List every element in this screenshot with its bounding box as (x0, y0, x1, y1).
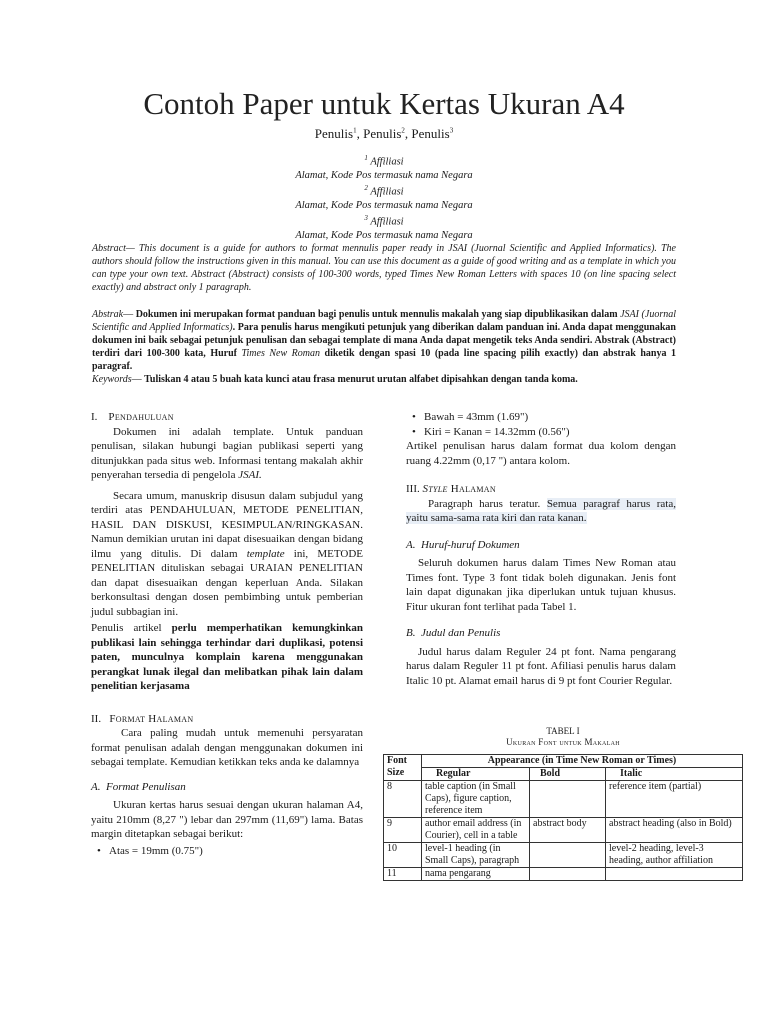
cell-regular: level-1 heading (in Small Caps), paragraph (422, 843, 530, 868)
author-sup: 3 (449, 126, 454, 135)
cell-size: 9 (384, 818, 422, 843)
abstrak-text-2: . Para penulis harus mengikuti petunjuk yang diberikan dalam panduan ini. Anda dapat menggunakan dokumen ini baik sebagai petunjuk penulisan dan sebagai template di mana Anda dapat mengetik teks Anda sendiri. Abstrak (Abstract) terdiri dari 100-300 kata, Huruf (92, 322, 676, 359)
header-regular: Regular (422, 768, 530, 781)
abstrak-font: Times New Roman (241, 348, 320, 359)
affiliation-block (60, 152, 708, 182)
header-size: Size (387, 767, 405, 778)
cell-italic: reference item (partial) (606, 781, 743, 818)
paragraph: Ukuran kertas harus sesuai dengan ukuran halaman A4, yaitu 210mm (8,27 ") lebar dan 297mm (11,69") lama. Batas margin ditetapkan sebagai berikut: (91, 799, 363, 840)
affiliation-address: Alamat, Kode Pos termasuk nama Negara (295, 199, 473, 211)
paragraph-text: ini, METODE PENELITIAN dituliskan sebagai URAIAN PENELITIAN dan dapat disesuaikan dengan keperluan Anda. Silakan berkonsultasi dengan dosen pembimbing untuk pemberian judul subbagian ini. (91, 547, 363, 618)
subsection-heading (91, 780, 363, 795)
section-number: III. (406, 483, 420, 495)
paragraph: Seluruh dokumen harus dalam Times New Roman atau Times font. Type 3 font tidak boleh digunakan. Jenis font lain dapat digunakan jika diperlukan untuk tujuan khusus. Fitur ukuran font terlihat pada Tabel 1. (406, 557, 676, 613)
keywords-text: Tuliskan 4 atau 5 buah kata kunci atau frasa menurut urutan alfabet dipisahkan dengan tanda koma. (144, 374, 578, 385)
affiliation-name: Affiliasi (370, 156, 404, 168)
affiliation-block (60, 212, 708, 242)
paragraph: Judul harus dalam Reguler 24 pt font. Nama pengarang harus dalam Reguler 11 pt font. Afiliasi penulis harus dalam Italic 10 pt. Alamat email harus di 9 pt font Courier Regular. (406, 645, 676, 687)
table-caption-number: TABEL I (546, 726, 580, 736)
paragraph-text: Secara umum, manuskrip disusun dalam subjudul yang terdiri atas PENDAHULUAN, METODE PENELITIAN, HASIL DAN DISKUSI, KESIMPULAN/RINGKASAN. Namun demikian urutan ini dapat disesuaikan dengan bidang ilmu yang ditulis. Di dalam (91, 489, 363, 560)
cell-size: 10 (384, 843, 422, 868)
header-font: Font (387, 755, 407, 766)
subsection-title: Huruf-huruf Dokumen (420, 538, 520, 551)
abstrak-text-3: diketik dengan spasi 10 (pada line spacing pilih exactly) dan abstrak hanya 1 paragraf. (92, 348, 676, 372)
subsection-title: Judul dan Penulis (420, 627, 501, 639)
table-subheader-row (384, 768, 743, 781)
keywords-label: Keywords (92, 374, 132, 385)
table-caption-title: Ukuran Font untuk Makalah (506, 737, 620, 747)
paragraph-italic: template (246, 547, 285, 560)
cell-italic: abstract heading (also in Bold) (606, 818, 743, 843)
section-title: Pendahuluan (108, 411, 174, 423)
author-sup: 2 (401, 126, 405, 135)
paragraph-text: Dokumen ini adalah template. Untuk panduan penulisan, silakan hubungi bagian publikasi seperti yang ditunjukkan pada situs web. Informasi tentang makalah akhir penyerahan tersedia di pengelola (91, 425, 363, 481)
paragraph-italic: JSAI. (238, 469, 262, 481)
font-size-table (383, 754, 743, 881)
left-column (91, 410, 363, 858)
cell-bold (530, 868, 606, 881)
paragraph-bold: perlu memperhatikan kemungkinkan publikasi lain sehingga terhindar dari duplikasi, potensi paten, munculnya komplain karena menggunakan perangkat lunak ilegal dan melibatkan pihak lain dalam penelitian kerjasama (91, 622, 363, 692)
cell-size: 8 (384, 781, 422, 818)
author-name: Penulis (363, 126, 402, 141)
affiliation-address: Alamat, Kode Pos termasuk nama Negara (295, 229, 473, 241)
affiliation-sup: 3 (364, 214, 368, 222)
cell-italic (606, 868, 743, 881)
cell-size: 11 (384, 868, 422, 881)
list-item: • Bawah = 43mm (1.69") (406, 410, 676, 425)
cell-bold (530, 843, 606, 868)
section-heading-2 (91, 712, 363, 727)
author-name: Penulis (411, 126, 450, 141)
affiliation-sup: 2 (364, 184, 368, 192)
list-item: • Atas = 19mm (0.75") (91, 844, 363, 859)
paper-title: Contoh Paper untuk Kertas Ukuran A4 (143, 86, 625, 121)
table-row (384, 843, 743, 868)
section-heading-1 (91, 410, 363, 425)
section-title-italic: Style (422, 483, 448, 495)
cell-italic: level-2 heading, level-3 heading, author affiliation (606, 843, 743, 868)
table-row (384, 781, 743, 818)
author-sup: 1 (353, 126, 357, 135)
paragraph: Artikel penulisan harus dalam format dua kolom dengan ruang 4.22mm (0,17 ") antara kolom. (406, 440, 676, 467)
abstract-text: This document is a guide for authors to format mennulis paper ready in JSAI (Juornal Scientific and Applied Informatics). The authors should follow the instructions given in this manual. You can use this document as a guide of good writing and as a template in which you can type your own text. Abstract (Abstract) consists of 100-300 words, typed Times New Roman Letters with spaces 10 (on line spacing select exactly) and abstract only 1 paragraph. (92, 243, 676, 293)
abstrak-label: Abstrak (92, 309, 124, 320)
abstrak-text-1: Dokumen ini merupakan format panduan bagi penulis untuk mennulis makalah yang siap dipublikasikan dalam (135, 309, 621, 320)
paragraph (91, 425, 363, 483)
header-bold: Bold (530, 768, 606, 781)
keywords (92, 373, 692, 386)
paragraph-text: Paragraph harus teratur. (428, 497, 547, 510)
affiliation-address: Alamat, Kode Pos termasuk nama Negara (295, 169, 473, 181)
header-appearance: Appearance (in Time New Roman or Times) (422, 755, 743, 768)
section-number: II. (91, 712, 102, 725)
affiliation-sup: 1 (364, 154, 368, 162)
cell-bold: abstract body (530, 818, 606, 843)
right-column (406, 410, 676, 688)
table-row (384, 818, 743, 843)
abstract-label: Abstract— (92, 243, 135, 254)
subsection-heading (406, 538, 676, 553)
paragraph (91, 489, 363, 620)
subsection-label: A. (406, 538, 416, 551)
paragraph (91, 621, 363, 694)
cell-bold (530, 781, 606, 818)
affiliation-name: Affiliasi (370, 216, 404, 228)
affiliation-block (60, 182, 708, 212)
table-header-row (384, 755, 743, 768)
header-italic: Italic (606, 768, 743, 781)
abstrak-journal: JSAI (Juornal Scientific and Applied Informatics) (92, 309, 676, 333)
subsection-label: A. (91, 780, 101, 793)
paragraph-highlighted: Semua paragraf harus rata, yaitu sama-sama rata kiri dan rata kanan. (406, 497, 676, 524)
subsection-label: B. (406, 627, 416, 639)
cell-regular: nama pengarang (422, 868, 530, 881)
cell-regular: table caption (in Small Caps), figure caption, reference item (422, 781, 530, 818)
keywords-dash: — (131, 374, 145, 385)
section-title: Format Halaman (109, 712, 194, 725)
author-list: Penulis$^1$, Penulis$^2$, Penulis$^3$ (314, 126, 454, 141)
section-number: I. (91, 411, 98, 423)
abstract-indonesian (92, 308, 676, 373)
abstract-english (92, 242, 676, 294)
cell-regular: author email address (in Courier), cell in a table (422, 818, 530, 843)
paragraph-text: Penulis artikel (91, 622, 172, 634)
affiliation-name: Affiliasi (370, 186, 404, 198)
abstrak-dash: — (123, 309, 136, 320)
header-font-size (384, 755, 422, 781)
subsection-title: Format Penulisan (105, 780, 186, 793)
list-item: • Kiri = Kanan = 14.32mm (0.56") (406, 425, 676, 440)
section-title: Halaman (447, 483, 496, 495)
paragraph (406, 497, 676, 526)
paragraph: Cara paling mudah untuk memenuhi persyaratan format penulisan adalah dengan menggunakan dokumen ini sebagai template. Kemudian ketikkan teks anda ke dalamnya (91, 727, 363, 768)
author-name: Penulis (314, 126, 354, 141)
subsection-heading (406, 626, 676, 641)
section-heading-3 (406, 482, 676, 497)
table-row (384, 868, 743, 881)
